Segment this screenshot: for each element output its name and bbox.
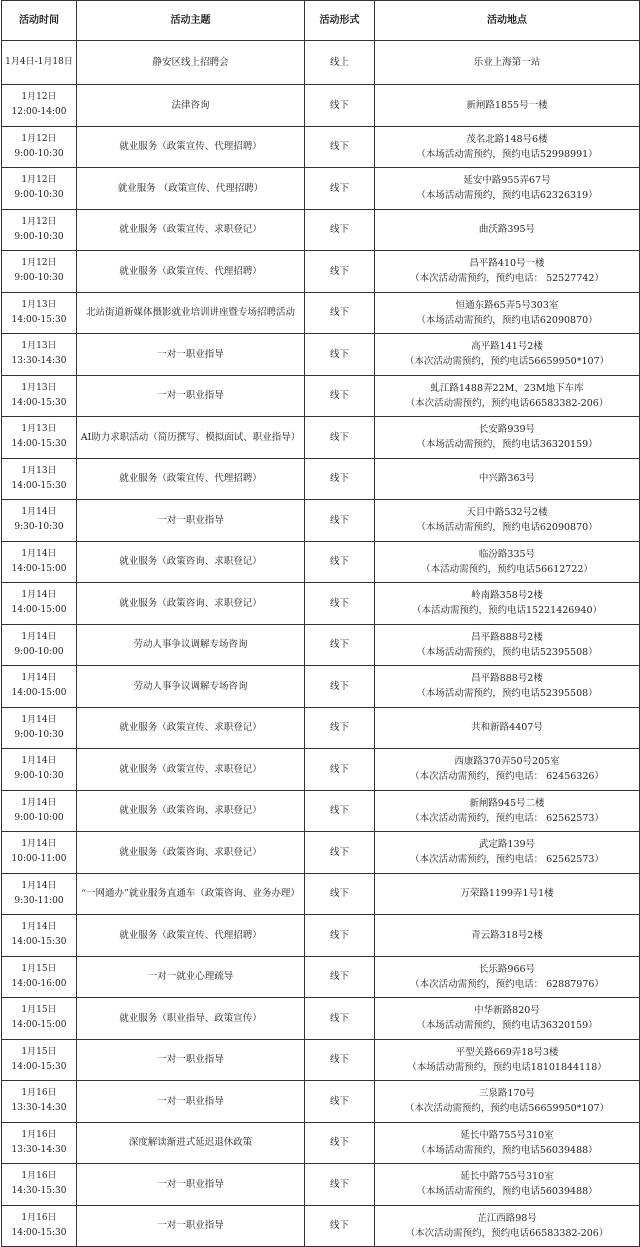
time-date: 1月12日 [21,258,57,269]
location-booking-note: （本场活动需预约，预约电话52998991） [416,148,598,160]
location-booking-note: （本场活动需预约，预约电话62090870） [416,522,598,534]
cell-location [375,292,640,334]
location-address: 乐业上海第一站 [473,57,541,68]
cell-location [375,500,640,542]
location-address: 万荣路1199弄1号1楼 [460,888,554,900]
location-booking-note: （本场活动需预约，预约电话18101844118） [407,1061,607,1073]
cell-topic: 一对一职业指导 [77,500,305,542]
cell-topic: 一对一就业心理疏导 [77,956,305,998]
cell-topic: AI助力求职活动（简历撰写、模拟面试、职业指导） [77,417,305,459]
cell-form: 线下 [305,915,375,957]
time-date: 1月15日 [21,1046,57,1057]
cell-topic: 劳动人事争议调解专场咨询 [77,624,305,666]
time-date: 1月12日 [21,92,57,103]
time-range: 9:00-10:30 [14,148,64,159]
location-booking-note: （本次活动需预约，预约电话56659950*107） [404,356,610,368]
time-date: 1月14日 [21,548,57,559]
cell-form: 线下 [305,749,375,791]
cell-form: 线下 [305,1164,375,1206]
cell-topic: 劳动人事争议调解专场咨询 [77,666,305,708]
cell-form: 线下 [305,583,375,625]
cell-topic: 深度解读渐进式延迟退休政策 [77,1122,305,1164]
cell-topic: 一对一职业指导 [77,1205,305,1247]
time-range: 14:00-15:30 [11,1061,67,1072]
cell-location [375,168,640,210]
table-row [2,500,640,542]
location-address: 天目中路532号2楼 [466,507,548,519]
time-range: 12:00-14:00 [11,107,67,118]
cell-location [375,41,640,85]
cell-location [375,417,640,459]
cell-topic: 就业服务（政策咨询、求职登记） [77,832,305,874]
location-booking-note: （本次活动需预约，预约电话： 62562573） [410,812,604,824]
cell-time [2,707,77,749]
header-topic: 活动主题 [77,1,305,41]
cell-form: 线下 [305,707,375,749]
cell-time [2,583,77,625]
cell-location [375,998,640,1040]
time-date: 1月14日 [21,631,57,642]
time-range: 10:00-11:00 [11,854,67,865]
table-row [2,292,640,334]
time-date: 1月13日 [21,465,57,476]
time-range: 13:30-14:30 [11,356,67,367]
time-date: 1月14日 [21,673,57,684]
cell-form: 线下 [305,209,375,251]
time-date: 1月14日 [21,839,57,850]
location-address: 临汾路335号 [478,548,536,560]
header-form: 活动形式 [305,1,375,41]
cell-location [375,915,640,957]
cell-location [375,1205,640,1247]
location-address: 延长中路755号310室 [460,1129,554,1141]
time-range: 14:00-15:00 [11,688,67,699]
time-range: 9:00-10:30 [14,771,64,782]
cell-form: 线下 [305,168,375,210]
cell-location [375,749,640,791]
cell-time [2,126,77,168]
cell-topic: 法律咨询 [77,85,305,127]
location-address: 恒通东路65弄5号303室 [455,299,559,311]
cell-topic: 就业服务（政策宣传、求职登记） [77,749,305,791]
table-row [2,1122,640,1164]
time-range: 9:00-10:00 [14,812,64,823]
cell-location [375,209,640,251]
cell-topic: 就业服务（政策宣传、代理招聘） [77,126,305,168]
cell-topic: 静安区线上招聘会 [77,41,305,85]
cell-time [2,168,77,210]
cell-topic: 就业服务（政策宣传、代理招聘） [77,915,305,957]
cell-topic: 一对一职业指导 [77,1164,305,1206]
table-row [2,583,640,625]
cell-location [375,1081,640,1123]
table-row [2,417,640,459]
table-row [2,85,640,127]
table-row [2,458,640,500]
table-row [2,956,640,998]
time-date: 1月4日-1月18日 [5,57,73,67]
cell-topic: 就业服务（政策咨询、求职登记） [77,541,305,583]
time-date: 1月13日 [21,341,57,352]
location-booking-note: （本场活动需预约，预约电话56039488） [416,1144,598,1156]
location-address: 中华新路820号 [474,1005,540,1017]
location-address: 高平路141号2楼 [471,341,543,353]
cell-location [375,624,640,666]
cell-time [2,666,77,708]
cell-form: 线下 [305,1039,375,1081]
cell-time [2,1205,77,1247]
cell-time [2,209,77,251]
location-address: 新闸路945号二楼 [469,797,545,809]
cell-form: 线下 [305,624,375,666]
time-date: 1月12日 [21,133,57,144]
time-range: 9:00-10:00 [14,646,64,657]
cell-time [2,790,77,832]
cell-location [375,1039,640,1081]
cell-topic: 一对一职业指导 [77,375,305,417]
location-address: 新闸路1855号一楼 [466,99,548,111]
table-row [2,624,640,666]
location-booking-note: （本场活动需预约，预约电话62326319） [416,190,598,202]
location-booking-note: （本次活动需预约，预约电话66583382-206） [405,397,609,409]
time-date: 1月14日 [21,922,57,933]
location-booking-note: （本场活动需预约，预约电话36320159） [416,1020,598,1032]
cell-time [2,251,77,293]
cell-form: 线下 [305,790,375,832]
time-range: 14:00-15:30 [11,439,67,450]
table-row [2,1081,640,1123]
cell-form: 线下 [305,417,375,459]
time-range: 9:00-10:30 [14,190,64,201]
cell-topic: 就业服务（政策咨询、求职登记） [77,583,305,625]
time-range: 9:00-10:30 [14,231,64,242]
cell-form: 线下 [305,998,375,1040]
location-address: 武定路139号 [478,839,536,851]
cell-topic: 一对一职业指导 [77,1039,305,1081]
cell-form: 线下 [305,873,375,915]
location-address: 共和新路4407号 [471,722,543,734]
time-range: 14:00-15:00 [11,563,67,574]
location-booking-note: （本场活动需预约，预约电话62090870） [416,314,598,326]
cell-topic: 就业服务（政策宣传、求职登记） [77,209,305,251]
cell-time [2,41,77,85]
time-range: 14:30-15:30 [11,1186,67,1197]
cell-time [2,998,77,1040]
cell-topic: 就业服务 （政策宣传、代理招聘） [77,168,305,210]
cell-time [2,873,77,915]
cell-form: 线上 [305,41,375,85]
location-booking-note: （本次活动需预约，预约电话66583382-206） [405,1227,609,1239]
time-range: 14:00-16:00 [11,978,67,989]
location-booking-note: （本次活动需预约，预约电话： 52527742） [410,273,604,285]
time-date: 1月16日 [21,1212,57,1223]
time-date: 1月13日 [21,424,57,435]
location-booking-note: （本次活动需预约，预约电话： 62887976） [410,978,604,990]
cell-time [2,541,77,583]
cell-form: 线下 [305,1081,375,1123]
cell-form: 线下 [305,666,375,708]
cell-form: 线下 [305,458,375,500]
cell-time [2,749,77,791]
cell-location [375,1122,640,1164]
cell-location [375,375,640,417]
table-header [2,1,640,41]
cell-time [2,334,77,376]
time-date: 1月14日 [21,880,57,891]
cell-topic: 一对一职业指导 [77,334,305,376]
cell-time [2,915,77,957]
cell-time [2,500,77,542]
location-booking-note: （本次活动需预约，预约电话： 62562573） [410,854,604,866]
time-date: 1月14日 [21,714,57,725]
location-address: 平型关路669弄18号3楼 [455,1046,559,1058]
time-date: 1月14日 [21,590,57,601]
time-range: 14:00-15:30 [11,480,67,491]
cell-location [375,583,640,625]
activity-schedule-table [1,0,640,1247]
table-row [2,209,640,251]
cell-time [2,1039,77,1081]
time-date: 1月15日 [21,963,57,974]
table-row [2,168,640,210]
location-address: 中兴路363号 [478,473,536,485]
time-range: 9:30-11:00 [14,895,64,906]
cell-form: 线下 [305,956,375,998]
header-row [2,1,640,41]
cell-form: 线下 [305,85,375,127]
table-row [2,707,640,749]
location-address: 昌平路888号2楼 [471,673,543,685]
table-row [2,790,640,832]
table-row [2,832,640,874]
cell-time [2,292,77,334]
location-address: 昌平路410号一楼 [469,258,545,270]
cell-topic: 就业服务（政策宣传、求职登记） [77,707,305,749]
cell-time [2,624,77,666]
table-row [2,749,640,791]
location-address: 茂名北路148号6楼 [466,133,548,145]
time-range: 13:30-14:30 [11,1144,67,1155]
cell-time [2,1081,77,1123]
time-range: 9:30-10:30 [14,522,64,533]
time-date: 1月15日 [21,1005,57,1016]
table-body [2,41,640,1247]
time-range: 9:00-10:30 [14,729,64,740]
location-booking-note: （本场活动需预约，预约电话52395508） [416,646,598,658]
cell-time [2,1164,77,1206]
location-address: 延安中路955弄67号 [463,175,551,187]
table-row [2,1205,640,1247]
time-date: 1月16日 [21,1171,57,1182]
time-range: 9:00-10:30 [14,273,64,284]
time-range: 14:00-15:00 [11,1020,67,1031]
cell-location [375,832,640,874]
location-address: 岭南路358号2楼 [471,590,543,602]
time-date: 1月13日 [21,299,57,310]
cell-form: 线下 [305,500,375,542]
cell-topic: 就业服务（政策宣传、代理招聘） [77,251,305,293]
cell-time [2,458,77,500]
table-row [2,998,640,1040]
cell-form: 线下 [305,1122,375,1164]
cell-topic: “一网通办”就业服务直通车（政策咨询、业务办理） [77,873,305,915]
location-booking-note: （本次活动需预约，预约电话56659950*107） [404,1103,610,1115]
table-row [2,541,640,583]
location-address: 长安路939号 [478,424,536,436]
cell-topic: 就业服务（政策宣传、代理招聘） [77,458,305,500]
cell-location [375,126,640,168]
cell-topic: 就业服务（政策咨询、求职登记） [77,790,305,832]
cell-topic: 就业服务（职业指导、政策宣传） [77,998,305,1040]
cell-form: 线下 [305,292,375,334]
table-row [2,666,640,708]
header-location: 活动地点 [375,1,640,41]
time-date: 1月16日 [21,1129,57,1140]
cell-time [2,85,77,127]
cell-location [375,85,640,127]
time-date: 1月14日 [21,507,57,518]
table-row [2,41,640,85]
location-booking-note: （本活动需预约，预约电话56612722） [421,563,593,575]
location-address: 曲沃路395号 [478,224,536,236]
location-address: 三泉路170号 [478,1088,536,1100]
cell-time [2,1122,77,1164]
time-date: 1月12日 [21,175,57,186]
time-range: 14:00-15:00 [11,605,67,616]
table-row [2,873,640,915]
location-booking-note: （本活动需预约，预约电话15221426940） [412,605,602,617]
location-address: 延长中路755号310室 [460,1171,554,1183]
table-row [2,1164,640,1206]
cell-location [375,956,640,998]
location-booking-note: （本场活动需预约，预约电话36320159） [416,439,598,451]
cell-form: 线下 [305,251,375,293]
time-range: 14:00-15:30 [11,937,67,948]
location-address: 虬江路1488弄22M、23M地下车库 [430,382,584,394]
location-booking-note: （本场活动需预约，预约电话52395508） [416,688,598,700]
time-range: 14:00-15:30 [11,314,67,325]
table-row [2,126,640,168]
cell-time [2,417,77,459]
cell-time [2,832,77,874]
cell-location [375,666,640,708]
location-booking-note: （本次活动需预约，预约电话： 62456326） [410,771,604,783]
time-date: 1月14日 [21,756,57,767]
cell-location [375,334,640,376]
table-row [2,251,640,293]
time-date: 1月13日 [21,382,57,393]
cell-location [375,707,640,749]
time-range: 14:00-15:30 [11,1227,67,1238]
table-row [2,334,640,376]
cell-location [375,251,640,293]
cell-form: 线下 [305,334,375,376]
time-date: 1月14日 [21,797,57,808]
cell-form: 线下 [305,126,375,168]
time-range: 13:30-14:30 [11,1103,67,1114]
cell-location [375,458,640,500]
cell-location [375,790,640,832]
cell-location [375,873,640,915]
time-range: 14:00-15:30 [11,397,67,408]
table-row [2,375,640,417]
cell-time [2,375,77,417]
location-address: 长乐路966号 [478,963,536,975]
cell-location [375,541,640,583]
cell-location [375,1164,640,1206]
location-address: 昌平路888号2楼 [471,631,543,643]
cell-form: 线下 [305,375,375,417]
cell-form: 线下 [305,1205,375,1247]
header-time: 活动时间 [2,1,77,41]
time-date: 1月16日 [21,1088,57,1099]
cell-topic: 北站街道新媒体摄影就业培训讲座暨专场招聘活动 [77,292,305,334]
cell-topic: 一对一职业指导 [77,1081,305,1123]
location-address: 西康路370弄50号205室 [454,756,560,768]
cell-form: 线下 [305,541,375,583]
cell-form: 线下 [305,832,375,874]
location-address: 芷江西路98号 [477,1212,537,1224]
cell-time [2,956,77,998]
time-date: 1月12日 [21,216,57,227]
table-row [2,1039,640,1081]
location-booking-note: （本场活动需预约，预约电话56039488） [416,1186,598,1198]
location-address: 青云路318号2楼 [471,929,543,941]
table-row [2,915,640,957]
